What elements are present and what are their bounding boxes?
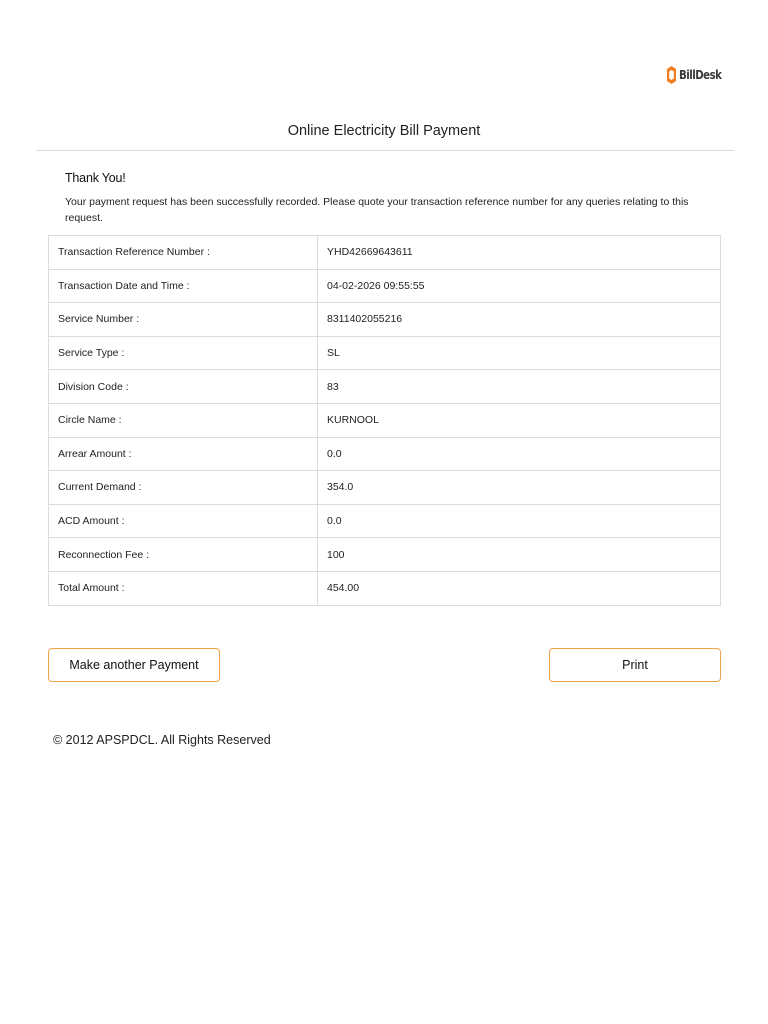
reconnection-fee-value: 100 [318, 538, 721, 572]
service-number-label: Service Number : [49, 303, 318, 337]
current-demand-label: Current Demand : [49, 471, 318, 505]
transaction-reference-label: Transaction Reference Number : [49, 236, 318, 270]
division-code-label: Division Code : [49, 370, 318, 404]
circle-name-label: Circle Name : [49, 403, 318, 437]
circle-name-value: KURNOOL [318, 403, 721, 437]
header-divider [36, 150, 734, 151]
table-row [49, 336, 721, 370]
table-row [49, 370, 721, 404]
service-number-value: 8311402055216 [318, 303, 721, 337]
billdesk-logo [666, 64, 729, 86]
billdesk-logo-text: BillDesk [679, 68, 722, 82]
table-row [49, 471, 721, 505]
reconnection-fee-label: Reconnection Fee : [49, 538, 318, 572]
table-row [49, 437, 721, 471]
confirmation-message: Your payment request has been successfully recorded. Please quote your transaction reference number for any queries relating to this request. [65, 196, 689, 224]
table-row [49, 236, 721, 270]
acd-amount-value: 0.0 [318, 504, 721, 538]
arrear-amount-value: 0.0 [318, 437, 721, 471]
table-row [49, 303, 721, 337]
table-row [49, 571, 721, 605]
service-type-value: SL [318, 336, 721, 370]
current-demand-value: 354.0 [318, 471, 721, 505]
transaction-date-value: 04-02-2026 09:55:55 [318, 269, 721, 303]
division-code-value: 83 [318, 370, 721, 404]
arrear-amount-label: Arrear Amount : [49, 437, 318, 471]
table-row [49, 269, 721, 303]
service-type-label: Service Type : [49, 336, 318, 370]
billdesk-logo-icon [666, 65, 677, 85]
thank-you-heading: Thank You! [65, 171, 126, 185]
transaction-date-label: Transaction Date and Time : [49, 269, 318, 303]
table-row [49, 403, 721, 437]
make-another-payment-button[interactable]: Make another Payment [48, 648, 220, 682]
acd-amount-label: ACD Amount : [49, 504, 318, 538]
table-row [49, 538, 721, 572]
copyright-footer: © 2012 APSPDCL. All Rights Reserved [53, 733, 271, 747]
total-amount-value: 454.00 [318, 571, 721, 605]
table-row [49, 504, 721, 538]
print-button[interactable]: Print [549, 648, 721, 682]
transaction-reference-value: YHD42669643611 [318, 236, 721, 270]
transaction-details-table [48, 235, 721, 606]
total-amount-label: Total Amount : [49, 571, 318, 605]
page-title: Online Electricity Bill Payment [287, 123, 481, 139]
